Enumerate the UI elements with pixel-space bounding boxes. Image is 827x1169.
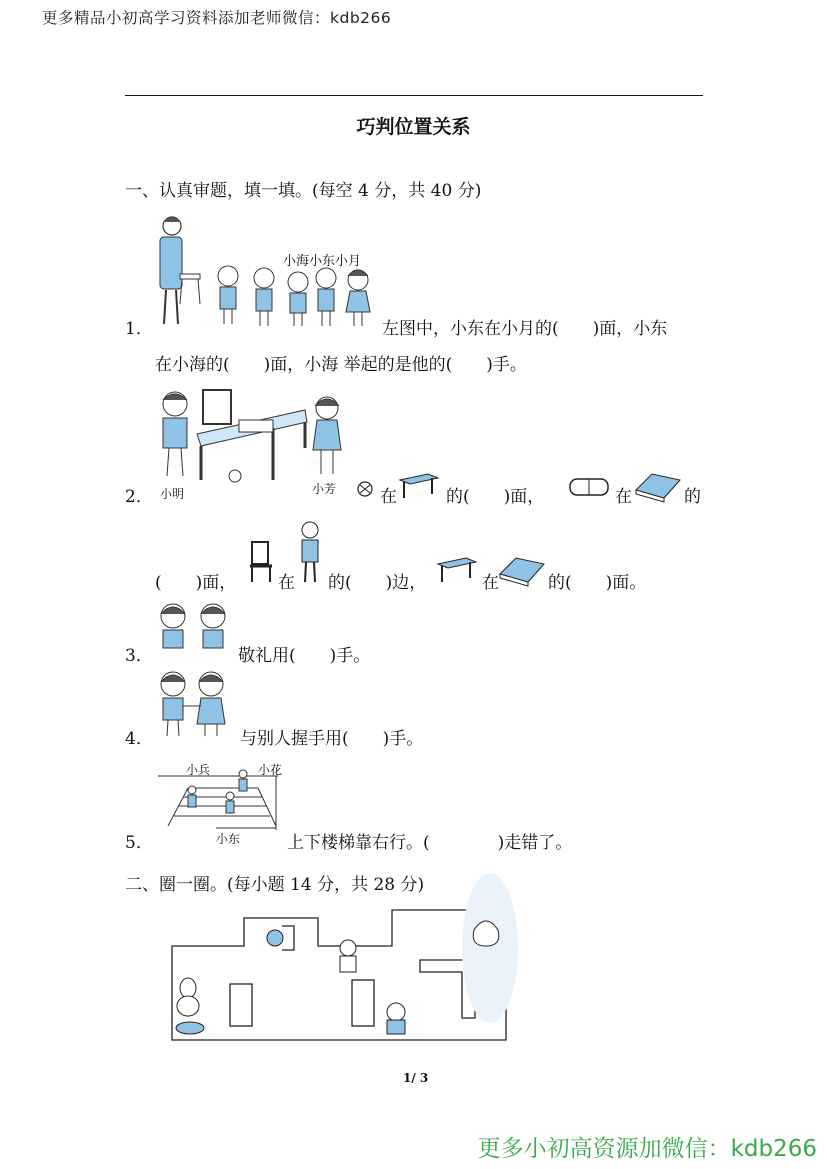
classroom-illustration [155,388,355,493]
pencil-box-icon [569,477,609,497]
section1-heading: 一、认真审题，填一填。(每空 4 分，共 40 分) [125,181,482,201]
q3-number: 3． [125,646,153,666]
q2-r1-zai2: 在 [615,487,632,507]
footer-wechat-text: 更多小初高资源加微信：kdb266 [477,1136,817,1162]
page-number: 1/ 3 [403,1071,429,1085]
q2-r2-zai: 在 [278,573,295,593]
q2-r1-de: 的( )面， [446,487,545,507]
saluting-children-illustration [155,600,235,658]
q1-line1: 左图中，小东在小月的( )面，小东 [382,319,668,339]
q5-number: 5． [125,833,153,853]
teacher-illustration [150,212,210,332]
q4-text: 与别人握手用( )手。 [240,729,424,749]
q2-r1-zai: 在 [380,487,397,507]
q5-label-xiaodong: 小东 [216,832,241,846]
floor-plan-maze [170,908,510,1048]
q2-r2-open: ( )面， [155,573,237,593]
header-watermark: 更多精品小初高学习资料添加老师微信：kdb266 [42,9,392,27]
q2-r2-zai2: 在 [482,573,499,593]
table-icon [398,472,440,500]
header-rule [125,95,703,96]
q2-number: 2． [125,487,153,507]
q2-r2-de: 的( )边， [328,573,427,593]
book-icon-2 [498,556,546,586]
q2-label-xiaofang: 小芳 [312,482,337,496]
q4-number: 4． [125,729,153,749]
section2-heading: 二、圈一圈。(每小题 14 分，共 28 分) [125,875,425,895]
book-icon [634,472,682,502]
staircase-illustration [158,770,283,836]
q2-r2-de2: 的( )面。 [548,573,647,593]
q5-label-xiaobing: 小兵 [186,763,211,777]
q1-names-label: 小海小东小月 [283,254,362,269]
handshake-illustration [155,668,235,740]
table-icon-2 [436,556,478,584]
children-row-illustration [212,262,382,332]
ball-icon [357,481,373,497]
chair-icon [248,540,276,584]
q1-number: 1． [125,319,153,339]
q2-label-xiaoming: 小明 [160,487,185,501]
q1-line2: 在小海的( )面，小海 举起的是他的( )手。 [155,355,527,375]
q5-label-xiaohua: 小花 [258,763,283,777]
q5-text: 上下楼梯靠右行。( )走错了。 [287,833,573,853]
page-title: 巧判位置关系 [356,116,471,138]
q2-r1-de2: 的 [684,487,701,507]
boy-icon [296,520,324,584]
q3-text: 敬礼用( )手。 [238,646,371,666]
